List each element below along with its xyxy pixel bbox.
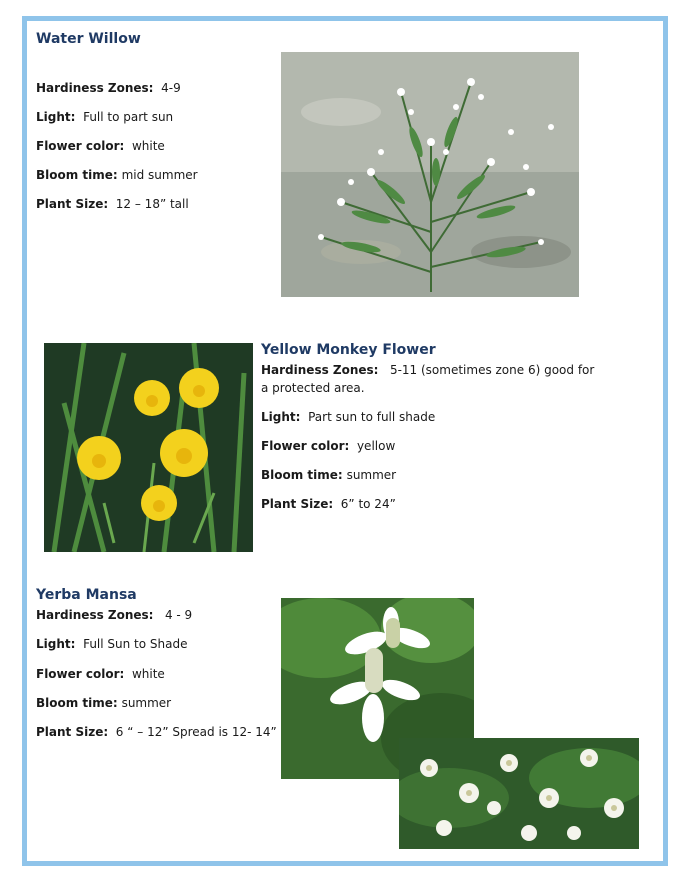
yerba-mansa-color: Flower color: white — [36, 667, 165, 681]
yerba-mansa-zones: Hardiness Zones: 4 - 9 — [36, 608, 193, 622]
water-willow-color: Flower color: white — [36, 139, 165, 153]
monkey-flower-size: Plant Size: 6” to 24” — [261, 497, 396, 511]
monkey-flower-light: Light: Part sun to full shade — [261, 410, 436, 424]
monkey-flower-color: Flower color: yellow — [261, 439, 396, 453]
yerba-mansa-light: Light: Full Sun to Shade — [36, 637, 188, 651]
water-willow-bloom: Bloom time: mid summer — [36, 168, 198, 182]
water-willow-photo — [281, 52, 579, 297]
monkey-flower-photo — [44, 343, 253, 552]
plant-title-yerba-mansa: Yerba Mansa — [36, 587, 137, 603]
water-willow-zones: Hardiness Zones: 4-9 — [36, 81, 181, 95]
plant-title-water-willow: Water Willow — [36, 31, 141, 47]
water-willow-size: Plant Size: 12 – 18” tall — [36, 197, 189, 211]
yerba-mansa-size: Plant Size: 6 “ – 12” Spread is 12- 14” — [36, 725, 277, 739]
water-willow-light: Light: Full to part sun — [36, 110, 174, 124]
monkey-flower-zones: Hardiness Zones: 5-11 (sometimes zone 6) good for a protected area. — [261, 363, 595, 395]
yerba-mansa-field-photo — [399, 738, 639, 849]
monkey-flower-bloom: Bloom time: summer — [261, 468, 397, 482]
plant-title-yellow-monkey-flower: Yellow Monkey Flower — [261, 342, 436, 358]
yerba-mansa-bloom: Bloom time: summer — [36, 696, 172, 710]
